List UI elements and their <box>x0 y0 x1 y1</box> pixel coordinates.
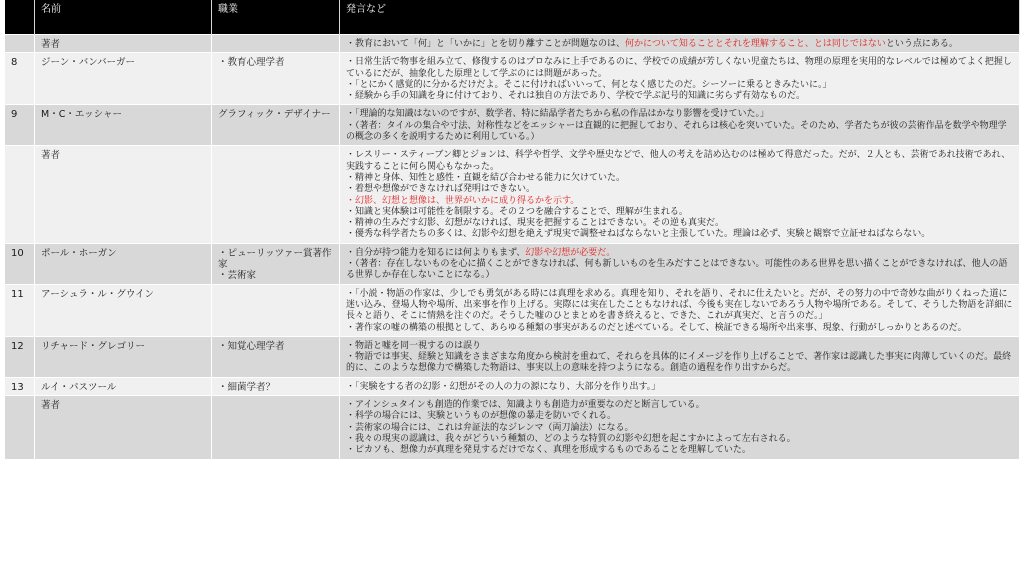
header-remarks: 発言など <box>340 0 1020 35</box>
header-profession: 職業 <box>212 0 340 35</box>
remark-line <box>346 229 1013 240</box>
remarks-cell <box>340 146 1020 243</box>
remark-text: ・「とにかく感覚的に分かるだけだよ。そこに付ければいいって、何となく感じたのだ。シーソーに乗るときみたいに。」 <box>346 79 832 90</box>
remark-text: ・優秀な科学者たちの多くは、幻影や幻想を絶えず現実で調整せねばならないと主張していた。理論は必ず、実験と観察で立証せねばならない。 <box>346 229 931 240</box>
remarks-cell <box>340 105 1020 146</box>
remark-line <box>346 57 1013 80</box>
row-number: 13 <box>5 377 35 395</box>
highlighted-text: 幻影や幻想が必要だ。 <box>525 247 616 258</box>
remark-text: ・（著者：タイルの集合や寸法、対称性などをエッシャーは直観的に把握しており、それらは核心を突いていた。そのため、学者たちが彼の芸術作品を数学や物理学の概念の多くを説明するために利用している。） <box>346 120 1007 143</box>
remark-text: ・着想や想像ができなければ発明はできない。 <box>346 184 536 195</box>
remarks-cell <box>340 53 1020 105</box>
remark-text: ・（著者：存在しないものを心に描くことができなければ、何も新しいものを生みだすことはできない。可能性のある世界を思い描くことができなければ、他人の語る世界しか存在しないことになる。） <box>346 259 1008 281</box>
remark-line <box>346 259 1013 282</box>
person-profession <box>212 35 340 53</box>
remark-line <box>346 400 1013 411</box>
row-number: 12 <box>5 336 35 377</box>
person-name: M・C・エッシャー <box>35 105 212 146</box>
remarks-cell <box>340 396 1020 459</box>
table-row <box>5 284 1020 336</box>
remark-line <box>346 218 1013 229</box>
table-row <box>5 396 1020 459</box>
person-name: ルイ・パスツール <box>35 377 212 395</box>
remark-line <box>346 323 1013 334</box>
row-number: 10 <box>5 243 35 284</box>
person-profession <box>212 396 340 459</box>
remark-line <box>346 434 1013 445</box>
header-num <box>5 0 35 35</box>
person-profession: ・教育心理学者 <box>212 53 340 105</box>
table-row <box>5 336 1020 377</box>
remark-line <box>346 80 1013 91</box>
remarks-cell <box>340 377 1020 395</box>
row-number: 8 <box>5 53 35 105</box>
remark-text: ・我々の現実の認識は、我々がどういう種類の、どのような特質の幻影や幻想を起こすかによって左右される。 <box>346 433 796 444</box>
remark-line <box>346 207 1013 218</box>
quotes-table <box>4 0 1020 460</box>
remark-text: ・著作家の嘘の構築の根拠として、あらゆる種類の事実があるのだと述べている。そして、検証できる場所や出来事、現象、行動がしっかりとあるのだ。 <box>346 322 967 333</box>
remark-text: ・「理論的な知識はないのですが、数学者、特に結晶学者たちから私の作品はかなり影響を受けていた。」 <box>346 109 770 120</box>
table-row <box>5 146 1020 243</box>
person-name: ポール・ホーガン <box>35 243 212 284</box>
row-number: 11 <box>5 284 35 336</box>
person-name: アーシュラ・ル・グウイン <box>35 284 212 336</box>
remark-line <box>346 423 1013 434</box>
person-profession: グラフィック・デザイナー <box>212 105 340 146</box>
remark-line <box>346 109 1013 120</box>
remark-text: ・経験から手の知識を身に付けており、それは独自の方法であり、学校で学ぶ記号的知識に劣らず有効なものだ。 <box>346 91 806 102</box>
remark-text: ・ピカソも、想像力が真理を発見するだけでなく、真理を形成するものであることを理解していた。 <box>346 445 751 456</box>
remark-line <box>346 289 1013 323</box>
remarks-cell <box>340 284 1020 336</box>
remark-text: ・教育において「何」と「いかに」とを切り離すことが問題なのは、 <box>346 39 626 49</box>
person-name: 著者 <box>35 396 212 459</box>
highlighted-text: 何かについて知ることとそれを理解すること、とは同じではない <box>625 39 886 49</box>
person-profession: ・知覚心理学者 <box>212 336 340 377</box>
remarks-cell <box>340 35 1020 53</box>
remark-text: という点にある。 <box>885 39 958 49</box>
remark-text: ・「実験をする者の幻影・幻想がその人の力の源になり、大部分を作り出す。」 <box>346 381 661 392</box>
remark-text: ・アインシュタインも創造的作業では、知識よりも創造力が重要なのだと断言している。 <box>346 400 705 411</box>
table-row <box>5 377 1020 395</box>
remark-line <box>346 196 1013 207</box>
table-row <box>5 243 1020 284</box>
remark-text: ・レスリー・スティーブン卿とジョンは、科学や哲学、文学や歴史などで、他人の考えを詰め込むのは極めて得意だった。だが、２人とも、芸術であれ技術であれ、実践することに何ら関心もなかった。 <box>346 150 1011 172</box>
highlighted-text: ・幻影、幻想と想像は、世界がいかに成り得るかを示す。 <box>346 195 580 206</box>
person-profession: ・細菌学者？ <box>212 377 340 395</box>
remark-line <box>346 445 1013 456</box>
table-row <box>5 53 1020 105</box>
person-name: ジーン・バンバーガー <box>35 53 212 105</box>
remarks-cell <box>340 243 1020 284</box>
person-profession <box>212 146 340 243</box>
remark-line <box>346 121 1013 144</box>
row-number: 9 <box>5 105 35 146</box>
remark-text: ・精神の生みだす幻影、幻想がなければ、現実を把握することはできない。その逆も真実だ。 <box>346 218 725 229</box>
remark-line <box>346 411 1013 422</box>
row-number <box>5 396 35 459</box>
remark-text: ・物語では事実、経験と知識をさまざまな角度から検討を重ねて、それらを具体的にイメージを作り上げることで、著作家は認識した事実に肉薄していくのだ。最終的に、このような想像力で構築した物語は、事実以上の意味を持つようになる。創造の過程を作り出すからだ。 <box>346 352 1012 374</box>
table-header-row <box>5 0 1020 35</box>
remark-text: ・知識と実体験は可能性を制限する。その２つを融合することで、理解が生まれる。 <box>346 206 688 217</box>
remark-text: ・精神と身体、知性と感性・直観を結び合わせる能力に欠けていた。 <box>346 172 626 183</box>
person-profession: ・ピューリッツァー賞著作家 ・芸術家 <box>212 243 340 284</box>
remark-line <box>346 382 1013 393</box>
table-row <box>5 35 1020 53</box>
remark-line <box>346 352 1013 375</box>
remark-line <box>346 341 1013 352</box>
header-name: 名前 <box>35 0 212 35</box>
remark-line <box>346 39 1013 50</box>
remark-text: ・科学の場合には、実験というものが想像の暴走を防いでくれる。 <box>346 411 617 422</box>
table-row <box>5 105 1020 146</box>
remark-line <box>346 150 1013 173</box>
remark-line <box>346 184 1013 195</box>
remark-text: ・物語と嘘を同一視するのは誤り <box>346 340 482 351</box>
row-number <box>5 35 35 53</box>
person-profession <box>212 284 340 336</box>
remark-text: ・芸術家の場合には、これは弁証法的なジレンマ（両刀論法）になる。 <box>346 422 634 433</box>
person-name: 著者 <box>35 35 212 53</box>
remark-line <box>346 91 1013 102</box>
remark-text: ・日常生活で物事を組み立て、修復するのはプロなみに上手であるのに、学校での成績が芳しくない児童たちは、物理の原理を実用的なレベルでは極めてよく把握しているにだが、抽象化した原理として学ぶのには問題があった。 <box>346 57 1012 79</box>
remark-line <box>346 248 1013 259</box>
remark-text: ・「小説・物語の作家は、少しでも勇気がある時には真理を求める。真理を知り、それを語り、それに仕えたいと。だが、その努力の中で奇妙な曲がりくねった道に迷い込み、登場人物や場所、出来事を作り上げる。実際には実在したこともなければ、今後も実在しないであろう人物や場所である。そして、そうした物語を詳細に長々と語り、そこに情熱を注ぐのだ。そうした嘘のひとまとめを書き終えると、できた、これが真実だ、と言うのだ。」 <box>346 288 1013 322</box>
row-number <box>5 146 35 243</box>
remarks-cell <box>340 336 1020 377</box>
remark-text: ・自分が持つ能力を知るには何よりもまず、 <box>346 247 526 258</box>
person-name: 著者 <box>35 146 212 243</box>
person-name: リチャード・グレゴリー <box>35 336 212 377</box>
remark-line <box>346 173 1013 184</box>
